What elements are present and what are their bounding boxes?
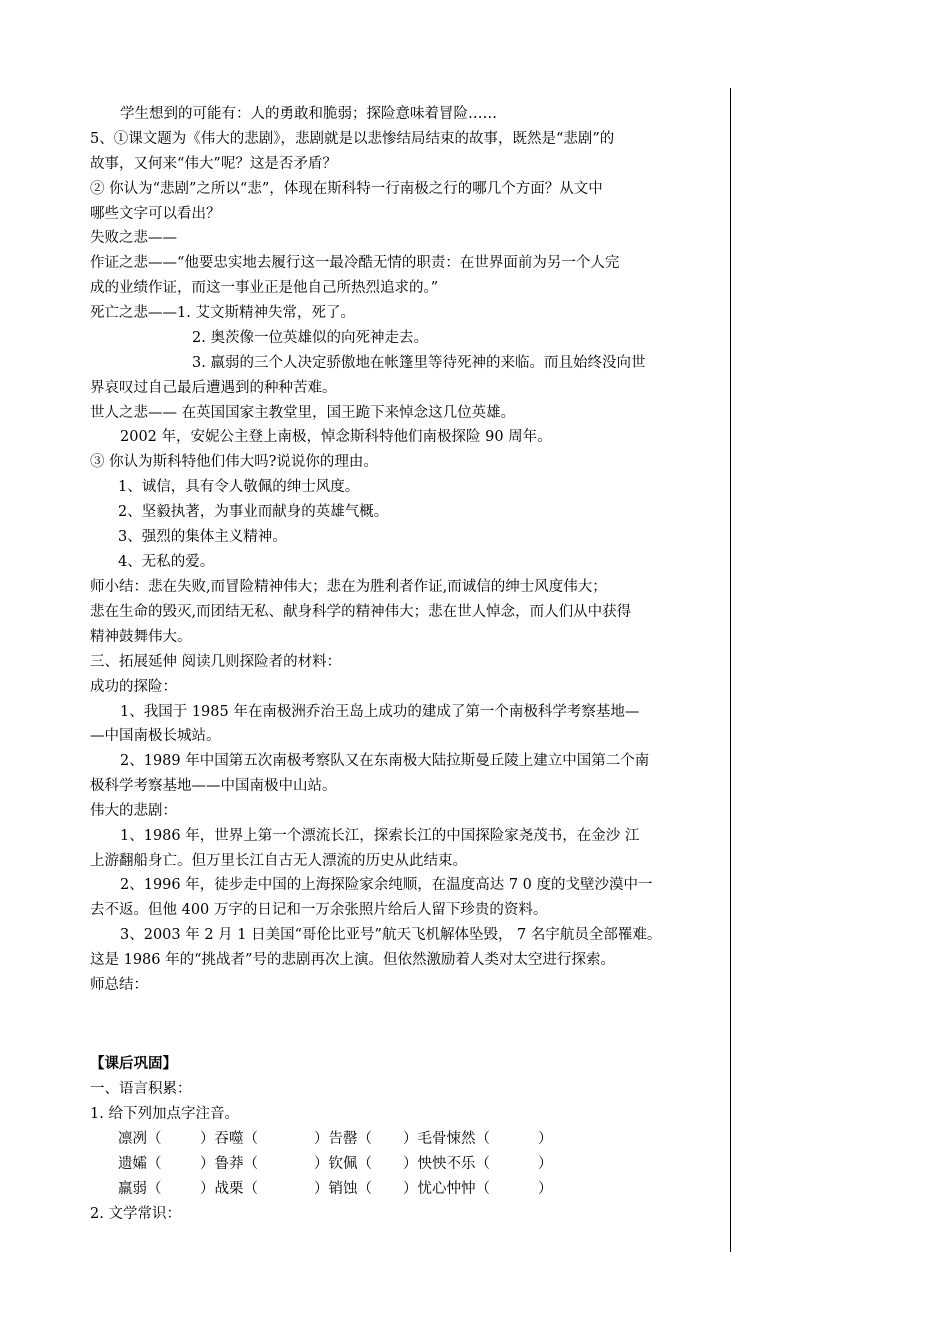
text-line: 失败之悲—— (90, 230, 177, 246)
text-line: 一、语言积累： (90, 1081, 192, 1097)
text-line: 3、强烈的集体主义精神。 (118, 529, 287, 545)
text-line: 1、我国于 1985 年在南极洲乔治王岛上成功的建成了第一个南极科学考察基地— (120, 704, 640, 720)
pinyin-item: ） (538, 1131, 553, 1147)
text-line: 成功的探险： (90, 679, 177, 695)
text-line: 去不返。但他 400 万字的日记和一万余张照片给后人留下珍贵的资料。 (90, 902, 548, 918)
text-line: 极科学考察基地——中国南极中山站。 (90, 778, 337, 794)
text-line: ② 你认为“悲剧”之所以“悲”，体现在斯科特一行南极之行的哪几个方面？从文中 (90, 181, 603, 197)
text-line: 2. 奥茨像一位英雄似的向死神走去。 (192, 330, 428, 346)
text-line: 5、①课文题为《伟大的悲剧》，悲剧就是以悲惨结局结束的故事，既然是“悲剧”的 (90, 131, 615, 147)
text-line: —中国南极长城站。 (90, 728, 221, 744)
pinyin-item: ）战栗（ (200, 1181, 258, 1197)
text-line: 故事，又何来“伟大”呢？这是否矛盾？ (90, 156, 337, 172)
section-heading: 【课后巩固】 (90, 1055, 177, 1072)
pinyin-item: ）钦佩（ (314, 1156, 372, 1172)
text-line: 这是 1986 年的“挑战者”号的悲剧再次上演。但依然激励着人类对太空进行探索。 (90, 952, 615, 968)
pinyin-item: ） (538, 1156, 553, 1172)
pinyin-item: 凛冽（ (118, 1131, 162, 1147)
text-line: 哪些文字可以看出？ (90, 206, 221, 222)
text-line: 成的业绩作证，而这一事业正是他自己所热烈追求的。” (90, 280, 439, 296)
text-line: 精神鼓舞伟大。 (90, 629, 192, 645)
pinyin-item: ）销蚀（ (314, 1181, 372, 1197)
text-line: ③ 你认为斯科特他们伟大吗?说说你的理由。 (90, 454, 378, 470)
text-line: 界哀叹过自己最后遭遇到的种种苦难。 (90, 380, 337, 396)
text-line: 悲在生命的毁灭,而团结无私、献身科学的精神伟大；悲在世人悼念，而人们从中获得 (90, 604, 632, 620)
text-line: 2002 年，安妮公主登上南极，悼念斯科特他们南极探险 90 周年。 (120, 429, 552, 445)
text-line: 2、1996 年，徒步走中国的上海探险家余纯顺，在温度高达 7 0 度的戈壁沙漠中一 (120, 877, 653, 893)
text-line: 作证之悲——“他要忠实地去履行这一最冷酷无情的职责：在世界面前为另一个人完 (90, 255, 620, 271)
right-margin-rule (730, 88, 731, 1252)
text-line: 3. 羸弱的三个人决定骄傲地在帐篷里等待死神的来临。而且始终没向世 (192, 355, 646, 371)
text-line: 2、坚毅执著，为事业而献身的英雄气概。 (118, 504, 389, 520)
pinyin-item: ）忧心忡忡（ (403, 1181, 490, 1197)
text-line: 1. 给下列加点字注音。 (90, 1106, 239, 1122)
text-line: 2、1989 年中国第五次南极考察队又在东南极大陆拉斯曼丘陵上建立中国第二个南 (120, 753, 650, 769)
pinyin-item: ）告罄（ (314, 1131, 372, 1147)
text-line: 1、诚信，具有令人敬佩的绅士风度。 (118, 479, 360, 495)
text-line: 1、1986 年，世界上第一个漂流长江，探索长江的中国探险家尧茂书，在金沙 江 (120, 828, 640, 844)
text-line: 4、无私的爱。 (118, 554, 215, 570)
text-line: 师总结： (90, 977, 148, 993)
pinyin-item: 遗孀（ (118, 1156, 162, 1172)
pinyin-item: ）鲁莽（ (200, 1156, 258, 1172)
pinyin-item: ） (538, 1181, 553, 1197)
text-line: 死亡之悲——1. 艾文斯精神失常，死了。 (90, 305, 355, 321)
text-line: 师小结：悲在失败,而冒险精神伟大；悲在为胜利者作证,而诚信的绅士风度伟大； (90, 579, 607, 595)
text-line: 2. 文学常识： (90, 1206, 181, 1222)
pinyin-item: ）怏怏不乐（ (403, 1156, 490, 1172)
text-line: 学生想到的可能有：人的勇敢和脆弱；探险意味着冒险…… (120, 106, 497, 122)
pinyin-item: ）毛骨悚然（ (403, 1131, 490, 1147)
section-heading: 三、拓展延伸 阅读几则探险者的材料： (90, 654, 342, 670)
text-line: 伟大的悲剧： (90, 803, 177, 819)
text-line: 上游翻船身亡。但万里长江自古无人漂流的历史从此结束。 (90, 853, 467, 869)
text-line: 世人之悲—— 在英国国家主教堂里，国王跪下来悼念这几位英雄。 (90, 405, 516, 421)
pinyin-item: ）吞噬（ (200, 1131, 258, 1147)
pinyin-item: 羸弱（ (118, 1181, 162, 1197)
text-line: 3、2003 年 2 月 1 日美国“哥伦比亚号”航天飞机解体坠毁， 7 名宇航员全部罹难。 (120, 927, 662, 943)
